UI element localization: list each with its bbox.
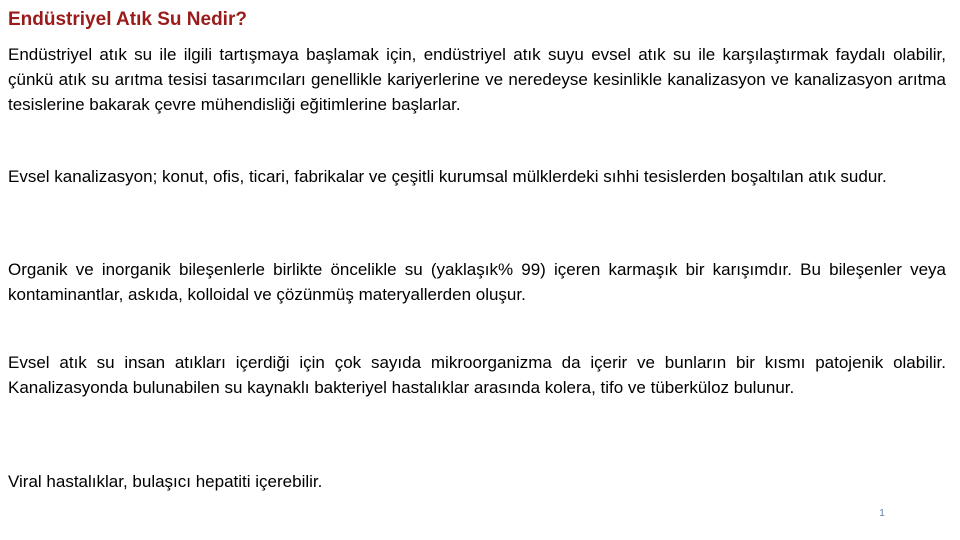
paragraph-intro: Endüstriyel atık su ile ilgili tartışmaya başlamak için, endüstriyel atık suyu evsel atık su ile karşılaştırmak faydalı olabilir, çünkü atık su arıtma tesisi tasarımcıları genellikle kariyerlerine ve neredeyse kesinlikle kanalizasyon ve kanalizasyon arıtma tesislerine bakarak çevre mühendisliği eğitimlerine başlarlar.: [8, 45, 946, 114]
paragraph-composition: Organik ve inorganik bileşenlerle birlikte öncelikle su (yaklaşık% 99) içeren karmaşık bir karışımdır. Bu bileşenler veya kontaminantlar, askıda, kolloidal ve çözünmüş materyallerden oluşur.: [8, 260, 946, 304]
paragraph-microorganisms: Evsel atık su insan atıkları içerdiği için çok sayıda mikroorganizma da içerir ve bunların bir kısmı patojenik olabilir. Kanalizasyonda bulunabilen su kaynaklı bakteriyel hastalıklar arasında kolera, tifo ve tüberküloz bulunur.: [8, 353, 946, 397]
paragraph-viral-diseases: Viral hastalıklar, bulaşıcı hepatiti içerebilir.: [8, 472, 323, 491]
page-number: 1: [879, 508, 885, 519]
paragraph-domestic-sewage: Evsel kanalizasyon; konut, ofis, ticari, fabrikalar ve çeşitli kurumsal mülklerdeki sıhhi tesislerden boşaltılan atık sudur.: [8, 167, 887, 186]
slide-title: Endüstriyel Atık Su Nedir?: [8, 9, 247, 30]
